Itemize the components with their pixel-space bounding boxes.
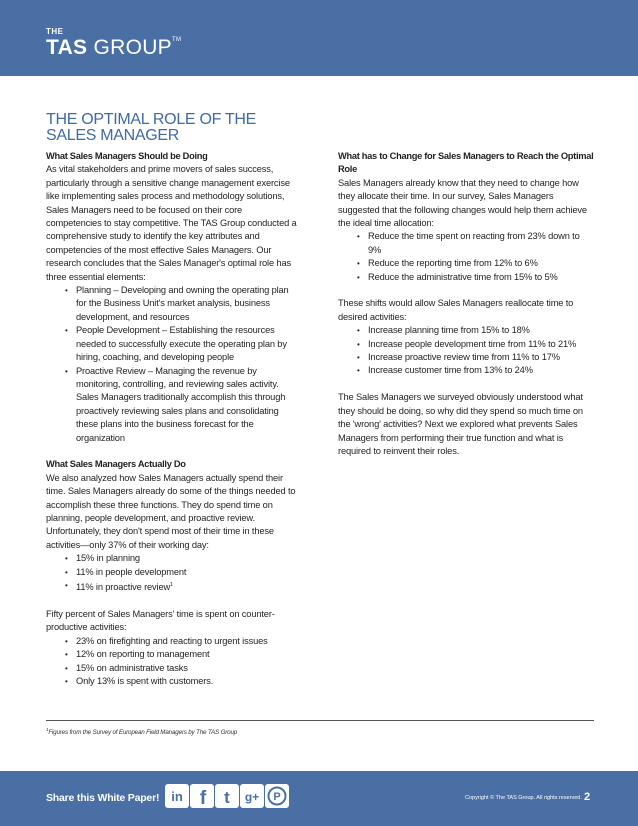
list-item [46, 579, 300, 595]
right-column [338, 150, 594, 458]
svg-text:t: t [224, 788, 230, 807]
list-item-text: Reduce the administrative time from 15% to 5% [368, 271, 558, 282]
copyright-text: Copyright © The TAS Group. All rights reserved. [465, 795, 582, 801]
paragraph-should-be-doing: As vital stakeholders and prime movers of sales success, particularly through a sensitive change management exercise like implementing sales process and methodology solutions, Sales Managers need to be focused on their core competencies to stay competitive. The TAS Group conducted a comprehensive study to identify the key attributes and competencies of the most effective Sales Managers. Our research concludes that the Sales Manager's optimal role has three essential elements: [46, 164, 297, 282]
bullet-icon: • [357, 366, 360, 376]
list-item [46, 284, 300, 324]
list-actual-time [46, 552, 300, 594]
logo-wordmark [46, 37, 181, 58]
footnote-divider [46, 720, 594, 721]
list-item [338, 257, 594, 270]
list-item-text: Proactive Review – Managing the revenue by monitoring, controlling, and reviewing sales activity. Sales Managers traditionally accomplish this through proactively reviewing sales plans and consolidating these plans into the business forecast for the organization [76, 365, 286, 443]
bullet-icon: • [65, 580, 68, 590]
title-line-2: SALES MANAGER [46, 127, 180, 144]
logo-tas: TAS [46, 36, 88, 59]
spacer [46, 445, 300, 458]
paragraph-reallocate: These shifts would allow Sales Managers reallocate time to desired activities: [338, 298, 574, 322]
list-item-text: Only 13% is spent with customers. [76, 675, 214, 686]
list-item-text: Reduce the time spent on reacting from 23% down to 9% [368, 231, 580, 255]
list-item [46, 552, 300, 565]
twitter-icon[interactable] [215, 784, 239, 808]
left-column [46, 150, 300, 688]
list-increases [338, 324, 594, 378]
section-heading-should-be-doing: What Sales Managers Should be Doing [46, 151, 208, 161]
list-item-text: 15% in planning [76, 553, 140, 564]
list-item [46, 365, 300, 445]
logo-the: THE [46, 27, 64, 36]
paragraph-what-has-to-change: Sales Managers already know that they need to change how they allocate their time. In our survey, Sales Managers suggested that the following changes would help them achieve the ideal time allocation: [338, 177, 587, 229]
section-heading-actually-do: What Sales Managers Actually Do [46, 459, 186, 470]
list-item-text: 11% in people development [76, 566, 187, 577]
page-number: 2 [584, 791, 591, 803]
pinterest-icon[interactable] [265, 784, 289, 808]
list-item [338, 271, 594, 284]
bullet-icon: • [357, 326, 360, 336]
list-item [338, 364, 594, 377]
bullet-icon: • [65, 567, 68, 577]
tas-group-logo [46, 28, 181, 58]
list-item [46, 662, 300, 675]
list-item-text: 23% on firefighting and reacting to urgent issues [76, 635, 268, 646]
list-reductions [338, 230, 594, 284]
section-heading-what-has-to-change: What has to Change for Sales Managers to Reach the Optimal Role [338, 151, 594, 175]
list-item-text: People Development – Establishing the resources needed to successfully execute the operating plan by hiring, coaching, and developing people [76, 325, 287, 363]
list-item [338, 230, 594, 257]
spacer [338, 378, 594, 391]
bullet-icon: • [65, 326, 68, 336]
bullet-icon: • [65, 366, 68, 376]
list-item [46, 635, 300, 648]
svg-text:P: P [273, 791, 281, 803]
list-item [46, 324, 300, 364]
facebook-icon[interactable] [190, 784, 214, 808]
bullet-icon: • [357, 259, 360, 269]
list-item-text: Increase customer time from 13% to 24% [368, 365, 533, 376]
spacer [338, 284, 594, 297]
list-item-text: Increase planning time from 15% to 18% [368, 325, 530, 336]
bullet-icon: • [65, 676, 68, 686]
bullet-icon: • [65, 286, 68, 296]
bullet-icon: • [65, 650, 68, 660]
list-item-text: Planning – Developing and owning the operating plan for the Business Unit's market analysis, business development, and resources [76, 285, 289, 322]
bullet-icon: • [357, 339, 360, 349]
spacer [46, 594, 300, 607]
title-line-1: THE OPTIMAL ROLE OF THE [46, 111, 257, 128]
list-item-text: 11% in proactive review [76, 582, 171, 593]
list-item-text: Reduce the reporting time from 12% to 6% [368, 258, 538, 269]
bullet-icon: • [65, 636, 68, 646]
logo-group: GROUP [93, 36, 172, 59]
google-plus-icon[interactable] [240, 784, 264, 808]
logo-trademark: TM [172, 37, 182, 43]
svg-text:f: f [199, 788, 207, 808]
page-footer [0, 771, 638, 826]
page-title [46, 112, 346, 144]
page-header [0, 0, 638, 76]
bullet-icon: • [357, 353, 360, 363]
bullet-icon: • [357, 232, 360, 242]
list-item [46, 648, 300, 661]
list-counter-productive [46, 635, 300, 689]
footnote-text: Figures from the Survey of European Field Managers by The TAS Group [48, 729, 238, 737]
list-item [338, 351, 594, 364]
linkedin-icon[interactable] [165, 784, 189, 808]
bullet-icon: • [65, 554, 68, 564]
paragraph-counter-productive: Fifty percent of Sales Managers' time is spent on counter-productive activities: [46, 608, 275, 633]
bullet-icon: • [357, 272, 360, 282]
bullet-icon: • [65, 663, 68, 673]
footnote [46, 727, 237, 736]
paragraph-conclusion: The Sales Managers we surveyed obviously understood what they should be doing, so why did they spend so much time on the 'wrong' activities? Next we explored what prevents Sales Managers from performing their true function and what is required to reinvent their roles. [338, 392, 583, 456]
svg-text:in: in [171, 789, 183, 804]
list-item-text: Increase people development time from 11% to 21% [368, 338, 577, 349]
list-item [46, 675, 300, 688]
list-item [338, 324, 594, 337]
paragraph-actually-do: We also analyzed how Sales Managers actually spend their time. Sales Managers already do some of the things needed to accomplish these three functions. They do spend time on planning, people development, and proactive review. Unfortunately, they don't spend most of their time in these activities—only 37% of their working day: [46, 472, 296, 550]
share-label: Share this White Paper! [46, 792, 160, 804]
list-item-text: Increase proactive review time from 11% to 17% [368, 352, 560, 363]
list-item [46, 566, 300, 579]
list-item [338, 338, 594, 351]
footnote-marker: 1 [170, 581, 173, 588]
list-optimal-role-elements [46, 284, 300, 445]
footnote-number: 1 [46, 727, 49, 732]
list-item-text: 12% on reporting to management [76, 649, 210, 660]
svg-text:g+: g+ [244, 790, 260, 804]
list-item-text: 15% on administrative tasks [76, 662, 188, 673]
